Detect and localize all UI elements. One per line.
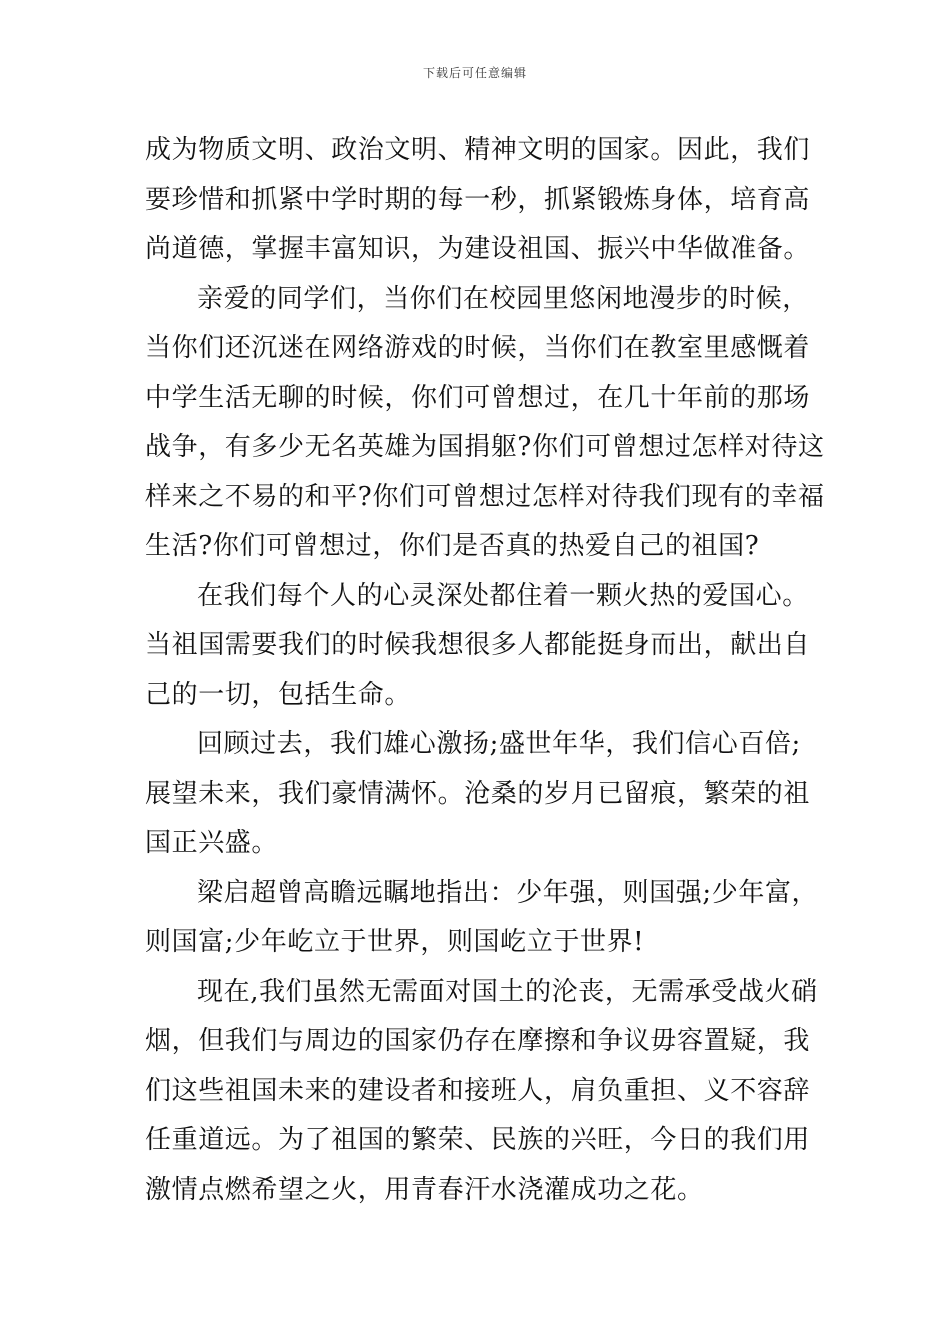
text-line: 己的一切，包括生命。: [145, 679, 412, 710]
text-line: 烟，但我们与周边的国家仍存在摩擦和争议毋容置疑，我: [145, 1026, 811, 1056]
text-line: 现在,我们虽然无需面对国土的沦丧，无需承受战火硝: [197, 976, 818, 1007]
paragraph: [145, 572, 810, 721]
text-line: 中学生活无聊的时候，你们可曾想过，在几十年前的那场: [145, 382, 811, 413]
paragraph: [145, 720, 810, 869]
text-line: 激情点燃希望之火，用青春汗水浇灌成功之花。: [145, 1174, 704, 1205]
text-line: 生活?你们可曾想过，你们是否真的热爱自己的祖国?: [145, 531, 760, 561]
text-line: 样来之不易的和平?你们可曾想过怎样对待我们现有的幸福: [145, 481, 825, 512]
text-line: 回顾过去，我们雄心激扬;盛世年华，我们信心百倍;: [197, 729, 801, 759]
text-line: 当你们还沉迷在网络游戏的时候，当你们在教室里感慨着: [145, 333, 811, 363]
text-line: 则国富;少年屹立于世界，则国屹立于世界!: [145, 927, 645, 957]
text-line: 尚道德，掌握丰富知识，为建设祖国、振兴中华做准备。: [145, 234, 811, 264]
text-line: 们这些祖国未来的建设者和接班人，肩负重担、义不容辞: [145, 1075, 811, 1106]
text-line: 在我们每个人的心灵深处都住着一颗火热的爱国心。: [197, 580, 809, 611]
text-line: 当祖国需要我们的时候我想很多人都能挺身而出，献出自: [145, 630, 811, 660]
paragraph: [145, 968, 818, 1216]
text-line: 亲爱的同学们，当你们在校园里悠闲地漫步的时候，: [197, 283, 809, 314]
text-line: 要珍惜和抓紧中学时期的每一秒，抓紧锻炼身体，培育高: [145, 184, 811, 215]
paragraph: [145, 126, 810, 275]
text-line: 战争，有多少无名英雄为国捐躯?你们可曾想过怎样对待这: [145, 432, 825, 462]
text-line: 成为物质文明、政治文明、精神文明的国家。因此，我们: [145, 135, 811, 165]
text-line: 国正兴盛。: [145, 828, 279, 858]
text-line: 梁启超曾高瞻远瞩地指出：少年强，则国强;少年富，: [197, 877, 819, 908]
document-body: [145, 126, 825, 1215]
text-line: 任重道远。为了祖国的繁荣、民族的兴旺，今日的我们用: [145, 1125, 811, 1155]
paragraph: [145, 275, 825, 572]
paragraph: [145, 869, 819, 968]
text-line: 展望未来，我们豪情满怀。沧桑的岁月已留痕，繁荣的祖: [145, 778, 811, 809]
page-header: 下载后可任意编辑: [422, 66, 527, 80]
